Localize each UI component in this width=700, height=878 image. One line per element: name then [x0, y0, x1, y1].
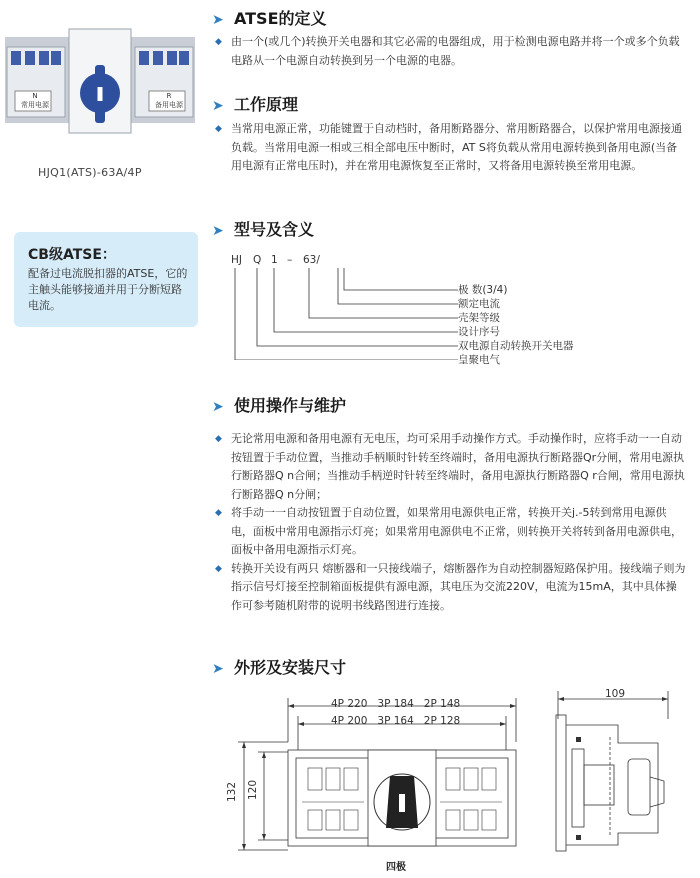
- panel-r-sub: 备用电源: [155, 101, 183, 109]
- cb-info-box: [14, 232, 198, 327]
- panel-n-sub: 常用电源: [21, 101, 49, 109]
- product-caption: HJQ1(ATS)-63A/4P: [38, 166, 142, 179]
- legend-poles: 极 数(3/4): [458, 284, 508, 296]
- diamond-bullet-icon: ◆: [215, 434, 222, 444]
- panel-r-label: [151, 92, 187, 110]
- dim-row2: 4P 200 3P 164 2P 128: [331, 715, 461, 727]
- dim-height-outer: 132: [226, 781, 239, 803]
- legend-type: 双电源自动转换开关电器: [458, 340, 574, 352]
- chevron-right-icon: ➤: [212, 399, 224, 415]
- panel-n-letter: N: [32, 92, 38, 100]
- code-hj: HJ: [231, 254, 242, 266]
- legend-brand: 皇聚电气: [458, 354, 500, 366]
- cb-title: CB级ATSE：: [28, 247, 116, 263]
- section-model-heading: [212, 217, 314, 240]
- chevron-right-icon: ➤: [212, 98, 224, 114]
- diamond-bullet-icon: ◆: [215, 124, 222, 134]
- dim-height-inner: 120: [247, 779, 260, 801]
- code-dash: –: [287, 254, 293, 266]
- panel-r-letter: R: [166, 92, 172, 100]
- dim-row1: 4P 220 3P 184 2P 148: [331, 698, 461, 710]
- dimensions-title: 外形及安装尺寸: [234, 658, 347, 677]
- code-63: 63/: [303, 254, 320, 266]
- definition-body: [215, 33, 687, 70]
- side-view-drawing: [540, 685, 690, 860]
- product-photo: [5, 25, 195, 135]
- diamond-bullet-icon: ◆: [215, 37, 222, 47]
- legend-current: 额定电流: [458, 298, 500, 310]
- diamond-bullet-icon: ◆: [215, 563, 222, 574]
- chevron-right-icon: ➤: [212, 12, 224, 28]
- legend-frame: 壳架等级: [458, 312, 500, 324]
- list-item: ◆ 将手动一一自动按钮置于自动位置，如果常用电源供电正常，转换开关j.-5转到常用电源供电，面板中常用电源指示灯亮；如果常用电源供电不正常，则转换开关将转到备用电源供电，面板中备用电源指示灯亮。: [215, 506, 682, 556]
- model-code-leader-lines: [225, 268, 460, 360]
- operation-body: [215, 430, 687, 615]
- section-principle-heading: [212, 92, 298, 115]
- definition-title: ATSE的定义: [234, 9, 327, 28]
- diamond-bullet-icon: ◆: [215, 508, 222, 518]
- view-label: 四极: [386, 862, 406, 873]
- model-title: 型号及含义: [234, 220, 315, 239]
- chevron-right-icon: ➤: [212, 223, 224, 239]
- list-item: ◆ 转换开关设有两只 熔断器和一只接线端子，熔断器作为自动控制器短路保护用。接线端子则为指示信号灯接至控制箱面板提供有源电源，其电压为交流220V，电流为15mA，其中具体操作可参考随机附带的说明书线路图进行连接。: [215, 561, 686, 612]
- code-1: 1: [271, 254, 278, 266]
- list-item: ◆ 当常用电源正常，功能键置于自动档时，备用断路器分、常用断路器合，以保护常用电源接通负载。当常用电源一相或三相全部电压中断时，AT S将负载从常用电源转换到备用电源(当备用电源有正常电压时)，并在常用电源恢复至正常时，又将备用电源转换至常用电源。: [215, 122, 682, 172]
- section-dimensions-heading: [212, 655, 346, 678]
- section-definition-heading: [212, 6, 327, 29]
- principle-body: [215, 120, 687, 176]
- code-q: Q: [253, 254, 262, 266]
- dim-side-width: 109: [605, 688, 626, 700]
- section-operation-heading: [212, 393, 346, 416]
- cb-text: 配备过电流脱扣器的ATSE，它的主触头能够接通并用于分断短路电流。: [28, 267, 188, 312]
- panel-n-label: [17, 92, 53, 110]
- list-item: ◆ 由一个(或几个)转换开关电器和其它必需的电器组成，用于检测电源电路并将一个或多个负载电路从一个电源自动转换到另一个电源的电器。: [215, 35, 680, 67]
- legend-design: 设计序号: [458, 326, 500, 338]
- operation-title: 使用操作与维护: [234, 396, 347, 415]
- list-item: ◆ 无论常用电源和备用电源有无电压，均可采用手动操作方式。手动操作时，应将手动一一自动按钮置于手动位置，当推动手柄顺时针转至终端时，备用电源执行断路器Qr分闸，常用电源执行断路器Q n合闸；当推动手柄逆时针转至终端时，备用电源执行断路器Q r合闸，常用电源执行断路器Q n分闸；: [215, 432, 685, 501]
- chevron-right-icon: ➤: [212, 661, 224, 677]
- principle-title: 工作原理: [234, 95, 299, 114]
